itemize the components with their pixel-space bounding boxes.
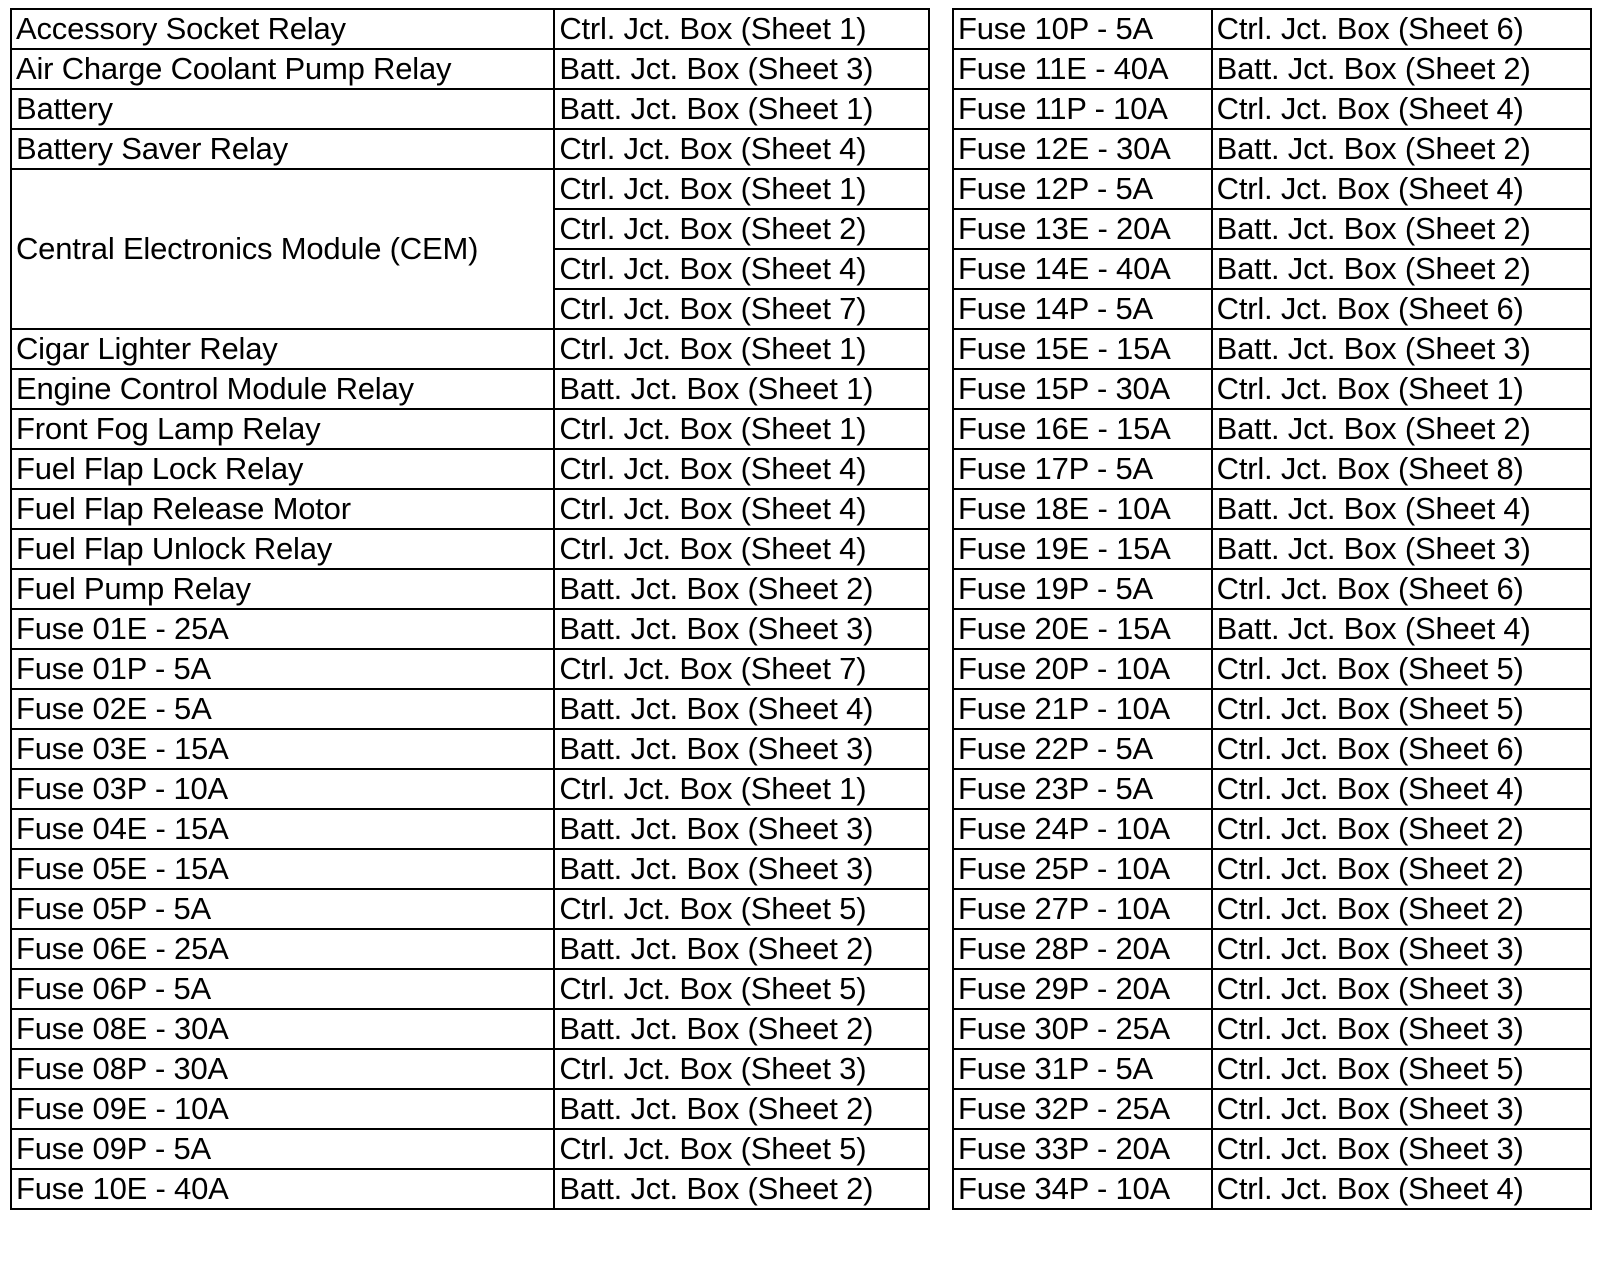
table-row [953,849,1591,889]
component-cell: Front Fog Lamp Relay [11,409,554,449]
location-cell: Ctrl. Jct. Box (Sheet 3) [1212,1089,1591,1129]
component-cell: Fuse 24P - 10A [953,809,1212,849]
table-row [11,969,929,1009]
component-cell: Fuse 12E - 30A [953,129,1212,169]
component-cell: Air Charge Coolant Pump Relay [11,49,554,89]
location-cell: Ctrl. Jct. Box (Sheet 1) [1212,369,1591,409]
location-cell: Batt. Jct. Box (Sheet 1) [554,369,929,409]
location-cell: Ctrl. Jct. Box (Sheet 5) [1212,1049,1591,1089]
location-cell: Batt. Jct. Box (Sheet 2) [1212,209,1591,249]
right-index-table [952,8,1592,1210]
component-cell: Fuse 05E - 15A [11,849,554,889]
location-cell: Ctrl. Jct. Box (Sheet 4) [554,129,929,169]
location-cell: Ctrl. Jct. Box (Sheet 4) [554,249,929,289]
component-cell: Fuse 08P - 30A [11,1049,554,1089]
location-cell: Ctrl. Jct. Box (Sheet 6) [1212,729,1591,769]
location-cell: Ctrl. Jct. Box (Sheet 7) [554,649,929,689]
location-cell: Ctrl. Jct. Box (Sheet 5) [554,889,929,929]
component-cell: Fuel Flap Lock Relay [11,449,554,489]
location-cell: Batt. Jct. Box (Sheet 4) [1212,489,1591,529]
location-cell: Batt. Jct. Box (Sheet 2) [1212,409,1591,449]
location-cell: Ctrl. Jct. Box (Sheet 4) [1212,1169,1591,1209]
component-cell: Fuse 03P - 10A [11,769,554,809]
table-row [11,729,929,769]
left-index-table [10,8,930,1210]
table-row [11,1009,929,1049]
component-cell: Battery Saver Relay [11,129,554,169]
table-row [953,649,1591,689]
table-row [953,209,1591,249]
table-row [11,569,929,609]
table-row [953,609,1591,649]
table-row [953,329,1591,369]
component-cell: Fuse 01P - 5A [11,649,554,689]
table-row [953,809,1591,849]
location-cell: Batt. Jct. Box (Sheet 2) [1212,129,1591,169]
location-cell: Ctrl. Jct. Box (Sheet 5) [554,1129,929,1169]
table-row [953,129,1591,169]
component-cell: Fuse 34P - 10A [953,1169,1212,1209]
component-cell: Fuse 01E - 25A [11,609,554,649]
table-row [953,449,1591,489]
component-cell: Fuse 20E - 15A [953,609,1212,649]
component-cell: Fuse 13E - 20A [953,209,1212,249]
table-row [953,969,1591,1009]
table-row [953,889,1591,929]
table-row [11,609,929,649]
location-cell: Ctrl. Jct. Box (Sheet 6) [1212,289,1591,329]
table-row [11,49,929,89]
table-row [953,1089,1591,1129]
component-cell: Fuse 25P - 10A [953,849,1212,889]
component-cell: Fuse 06E - 25A [11,929,554,969]
component-cell: Fuse 16E - 15A [953,409,1212,449]
table-row [11,889,929,929]
location-cell: Ctrl. Jct. Box (Sheet 5) [1212,689,1591,729]
location-cell: Ctrl. Jct. Box (Sheet 5) [554,969,929,1009]
component-cell: Fuse 15P - 30A [953,369,1212,409]
location-cell: Ctrl. Jct. Box (Sheet 4) [1212,89,1591,129]
location-cell: Batt. Jct. Box (Sheet 4) [554,689,929,729]
location-cell: Ctrl. Jct. Box (Sheet 3) [554,1049,929,1089]
location-cell: Batt. Jct. Box (Sheet 3) [554,609,929,649]
table-row [953,529,1591,569]
table-row [11,529,929,569]
component-cell: Fuse 23P - 5A [953,769,1212,809]
location-cell: Ctrl. Jct. Box (Sheet 1) [554,769,929,809]
location-cell: Batt. Jct. Box (Sheet 3) [1212,329,1591,369]
component-cell: Fuse 05P - 5A [11,889,554,929]
location-cell: Ctrl. Jct. Box (Sheet 4) [1212,169,1591,209]
table-row [11,689,929,729]
table-row [953,89,1591,129]
component-cell: Fuse 04E - 15A [11,809,554,849]
table-row [11,929,929,969]
table-row [953,9,1591,49]
component-cell: Cigar Lighter Relay [11,329,554,369]
table-row [953,569,1591,609]
component-cell: Fuse 18E - 10A [953,489,1212,529]
location-cell: Ctrl. Jct. Box (Sheet 1) [554,409,929,449]
component-cell: Battery [11,89,554,129]
table-row [953,1049,1591,1089]
component-cell: Fuse 32P - 25A [953,1089,1212,1129]
component-cell: Fuse 12P - 5A [953,169,1212,209]
table-row [953,369,1591,409]
table-row [953,489,1591,529]
location-cell: Ctrl. Jct. Box (Sheet 3) [1212,969,1591,1009]
table-row [953,769,1591,809]
component-cell: Fuse 28P - 20A [953,929,1212,969]
table-row [11,369,929,409]
table-row [953,169,1591,209]
table-row [11,809,929,849]
location-cell: Batt. Jct. Box (Sheet 2) [554,1169,929,1209]
component-cell: Fuse 17P - 5A [953,449,1212,489]
component-cell: Fuel Pump Relay [11,569,554,609]
component-cell: Fuse 33P - 20A [953,1129,1212,1169]
location-cell: Ctrl. Jct. Box (Sheet 3) [1212,929,1591,969]
table-row [953,289,1591,329]
table-row [11,489,929,529]
location-cell: Batt. Jct. Box (Sheet 2) [554,1009,929,1049]
component-cell: Fuse 09E - 10A [11,1089,554,1129]
location-cell: Batt. Jct. Box (Sheet 3) [554,49,929,89]
location-cell: Batt. Jct. Box (Sheet 2) [554,1089,929,1129]
location-cell: Ctrl. Jct. Box (Sheet 1) [554,9,929,49]
component-cell: Fuse 30P - 25A [953,1009,1212,1049]
table-row [11,89,929,129]
table-row [953,1009,1591,1049]
table-row [11,169,929,209]
component-cell: Accessory Socket Relay [11,9,554,49]
table-row [11,769,929,809]
component-cell: Fuel Flap Release Motor [11,489,554,529]
table-row [953,1169,1591,1209]
component-cell: Fuse 15E - 15A [953,329,1212,369]
location-cell: Batt. Jct. Box (Sheet 3) [554,729,929,769]
component-cell: Fuse 29P - 20A [953,969,1212,1009]
table-row [11,449,929,489]
location-cell: Ctrl. Jct. Box (Sheet 2) [1212,889,1591,929]
component-cell: Fuse 14P - 5A [953,289,1212,329]
component-cell: Fuse 02E - 5A [11,689,554,729]
location-cell: Ctrl. Jct. Box (Sheet 5) [1212,649,1591,689]
location-cell: Batt. Jct. Box (Sheet 3) [554,849,929,889]
table-row [11,649,929,689]
location-cell: Ctrl. Jct. Box (Sheet 4) [554,529,929,569]
table-row [953,729,1591,769]
component-cell: Fuse 08E - 30A [11,1009,554,1049]
location-cell: Ctrl. Jct. Box (Sheet 2) [1212,849,1591,889]
location-cell: Batt. Jct. Box (Sheet 2) [554,929,929,969]
table-row [11,409,929,449]
component-cell: Fuse 06P - 5A [11,969,554,1009]
location-cell: Ctrl. Jct. Box (Sheet 2) [1212,809,1591,849]
location-cell: Batt. Jct. Box (Sheet 2) [1212,49,1591,89]
table-row [953,249,1591,289]
location-cell: Ctrl. Jct. Box (Sheet 4) [554,489,929,529]
table-row [11,129,929,169]
component-cell: Fuse 19E - 15A [953,529,1212,569]
table-row [953,49,1591,89]
location-cell: Ctrl. Jct. Box (Sheet 4) [1212,769,1591,809]
location-cell: Ctrl. Jct. Box (Sheet 8) [1212,449,1591,489]
table-row [11,9,929,49]
table-row [11,329,929,369]
table-row [953,929,1591,969]
table-row [11,1089,929,1129]
location-cell: Batt. Jct. Box (Sheet 2) [1212,249,1591,289]
component-cell: Fuse 20P - 10A [953,649,1212,689]
component-cell: Fuse 09P - 5A [11,1129,554,1169]
component-cell: Fuse 22P - 5A [953,729,1212,769]
table-row [11,1129,929,1169]
component-cell: Fuse 10E - 40A [11,1169,554,1209]
table-row [953,689,1591,729]
location-cell: Ctrl. Jct. Box (Sheet 1) [554,329,929,369]
component-cell: Central Electronics Module (CEM) [11,169,554,329]
component-cell: Fuse 14E - 40A [953,249,1212,289]
table-row [11,1049,929,1089]
component-cell: Fuse 11E - 40A [953,49,1212,89]
location-cell: Ctrl. Jct. Box (Sheet 1) [554,169,929,209]
component-cell: Fuse 21P - 10A [953,689,1212,729]
table-row [953,409,1591,449]
component-cell: Fuse 27P - 10A [953,889,1212,929]
location-cell: Ctrl. Jct. Box (Sheet 3) [1212,1009,1591,1049]
location-cell: Ctrl. Jct. Box (Sheet 6) [1212,9,1591,49]
component-cell: Fuse 03E - 15A [11,729,554,769]
component-cell: Fuse 11P - 10A [953,89,1212,129]
component-cell: Fuse 31P - 5A [953,1049,1212,1089]
location-cell: Batt. Jct. Box (Sheet 4) [1212,609,1591,649]
component-cell: Fuse 10P - 5A [953,9,1212,49]
location-cell: Batt. Jct. Box (Sheet 2) [554,569,929,609]
table-row [11,1169,929,1209]
table-row [953,1129,1591,1169]
location-cell: Batt. Jct. Box (Sheet 3) [554,809,929,849]
location-cell: Batt. Jct. Box (Sheet 1) [554,89,929,129]
location-cell: Ctrl. Jct. Box (Sheet 7) [554,289,929,329]
location-cell: Ctrl. Jct. Box (Sheet 3) [1212,1129,1591,1169]
table-row [11,849,929,889]
component-cell: Fuse 19P - 5A [953,569,1212,609]
location-cell: Ctrl. Jct. Box (Sheet 4) [554,449,929,489]
component-cell: Engine Control Module Relay [11,369,554,409]
component-cell: Fuel Flap Unlock Relay [11,529,554,569]
location-cell: Batt. Jct. Box (Sheet 3) [1212,529,1591,569]
location-cell: Ctrl. Jct. Box (Sheet 2) [554,209,929,249]
location-cell: Ctrl. Jct. Box (Sheet 6) [1212,569,1591,609]
